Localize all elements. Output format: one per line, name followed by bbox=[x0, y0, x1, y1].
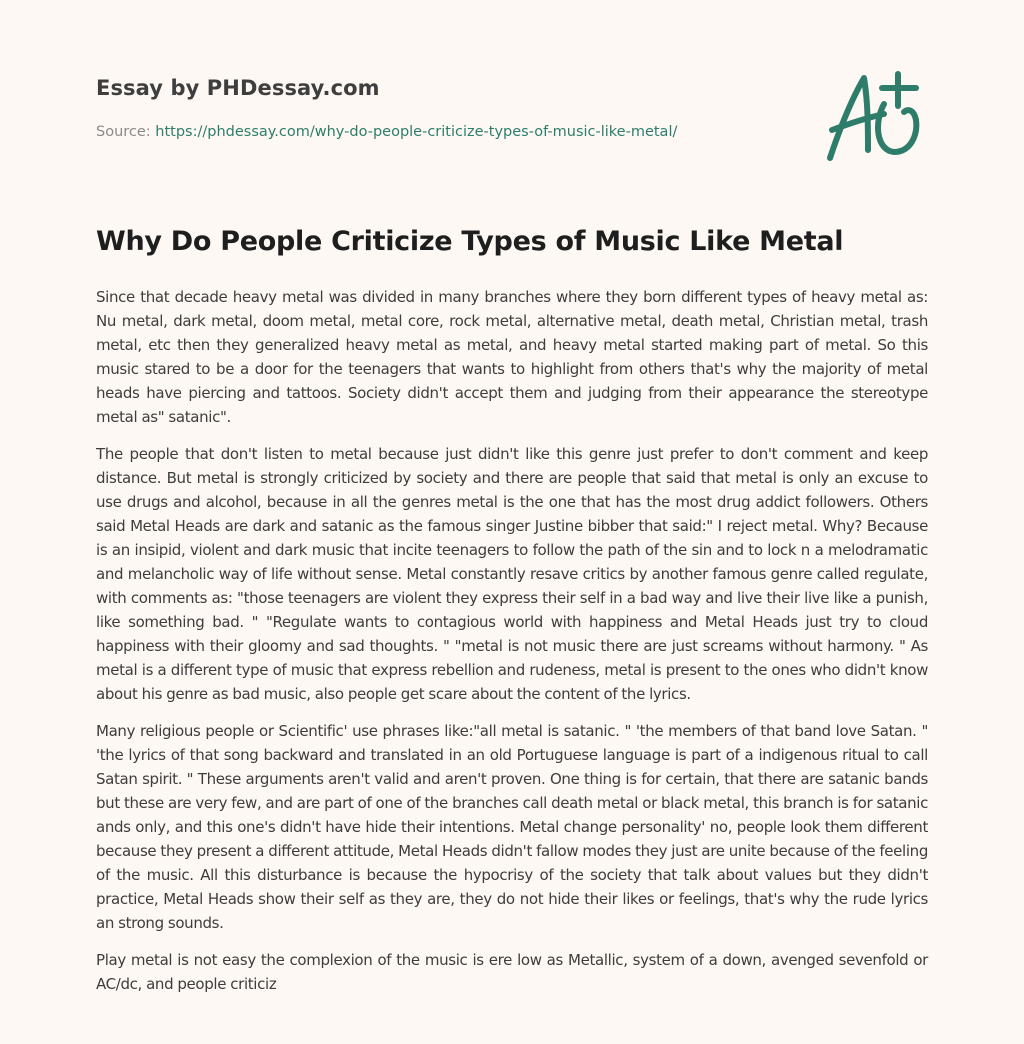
essay-body bbox=[96, 285, 928, 1009]
a-plus-logo-icon bbox=[818, 66, 930, 166]
essay-paragraph: The people that don't listen to metal because just didn't like this genre just prefer to don't comment and keep distance. But metal is strongly criticized by society and there are people that said that metal is only an excuse to use drugs and alcohol, because in all the genres metal is the one that has the most drug addict followers. Others said Metal Heads are dark and satanic as the famous singer Justine bibber that said:" I reject metal. Why? Because is an insipid, violent and dark music that incite teenagers to follow the path of the sin and to lock n a melodramatic and melancholic way of life without sense. Metal constantly resave critics by another famous genre called regulate, with comments as: "those teenagers are violent they express their self in a bad way and live their live like a punish, like something bad. " "Regulate wants to contagious world with happiness and Metal Heads just try to cloud happiness with their gloomy and sad thoughts. " "metal is not music there are just screams without harmony. " As metal is a different type of music that express rebellion and rudeness, metal is present to the ones who didn't know about his genre as bad music, also people get scare about the content of the lyrics. bbox=[96, 445, 928, 703]
site-brand: Essay by PHDessay.com bbox=[96, 76, 380, 100]
source-label: Source: bbox=[96, 124, 151, 140]
essay-paragraph: Since that decade heavy metal was divided in many branches where they born different types of heavy metal as: Nu metal, dark metal, doom metal, metal core, rock metal, alternative metal, death metal, Christian metal, trash metal, etc then they generalized heavy metal as metal, and heavy metal started making part of metal. So this music stared to be a door for the teenagers that wants to highlight from others that's why the majority of metal heads have piercing and tattoos. Society didn't accept them and judging from their appearance the stereotype metal as" satanic". bbox=[96, 288, 928, 426]
essay-title: Why Do People Criticize Types of Music Like Metal bbox=[96, 226, 844, 257]
source-line bbox=[96, 124, 677, 140]
essay-paragraph: Many religious people or Scientific' use phrases like:"all metal is satanic. " 'the members of that band love Satan. " 'the lyrics of that song backward and translated in an old Portuguese language is part of a indigenous ritual to call Satan spirit. " These arguments aren't valid and aren't proven. One thing is for certain, that there are satanic bands but these are very few, and are part of one of the branches call death metal or black metal, this branch is for satanic ands only, and this one's didn't have hide their intentions. Metal change personality' no, people look them different because they present a different attitude, Metal Heads didn't fallow modes they just are unite because of the feeling of the music. All this disturbance is because the hypocrisy of the society that talk about values but they didn't practice, Metal Heads show their self as they are, they do not hide their likes or feelings, that's why the rude lyrics an strong sounds. bbox=[96, 722, 928, 932]
source-link[interactable]: https://phdessay.com/why-do-people-criticize-types-of-music-like-metal/ bbox=[155, 124, 678, 140]
essay-paragraph: Play metal is not easy the complexion of the music is ere low as Metallic, system of a down, avenged sevenfold or AC/dc, and people criticiz bbox=[96, 951, 928, 993]
